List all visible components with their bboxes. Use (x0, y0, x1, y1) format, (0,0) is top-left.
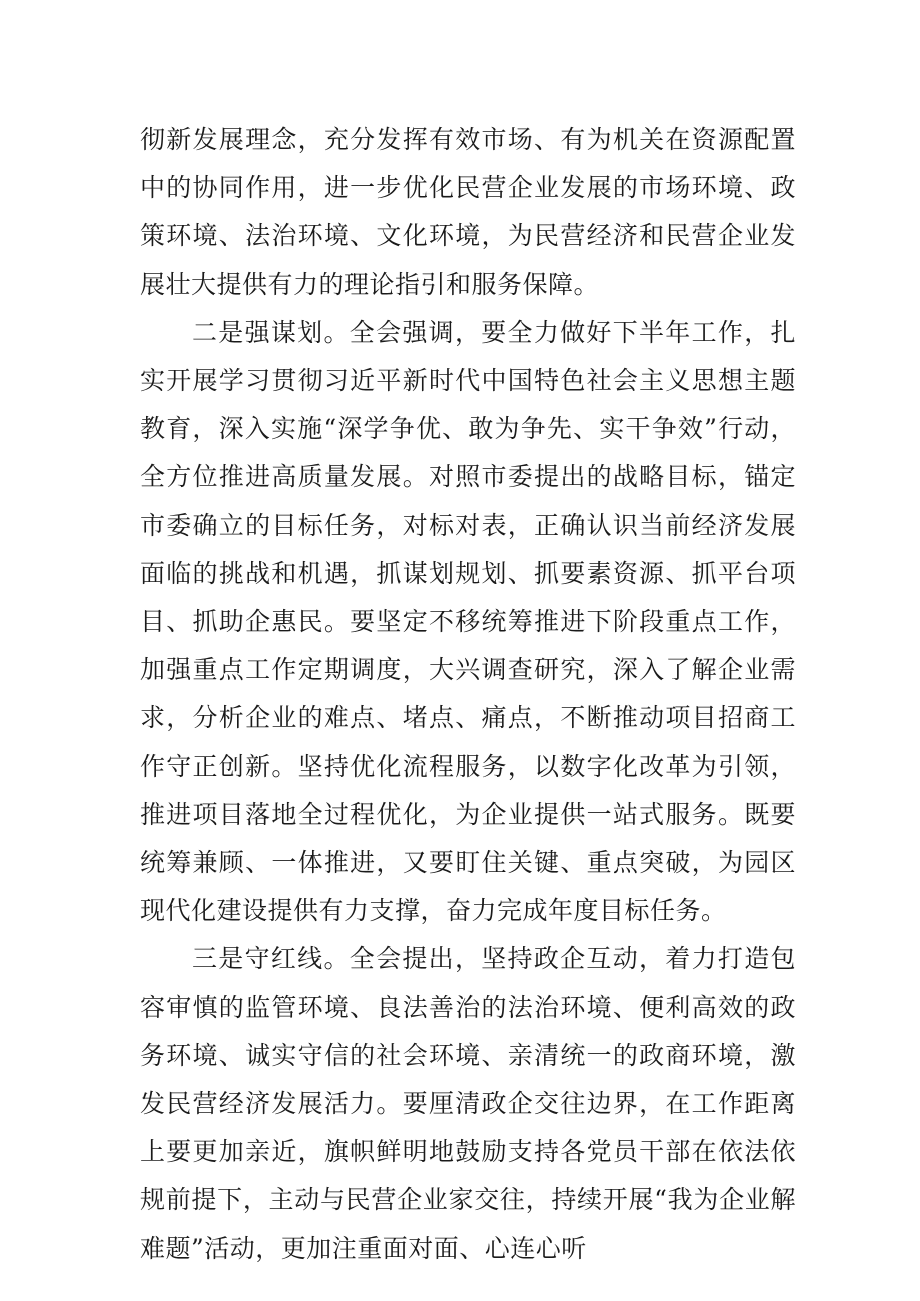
paragraph-2: 二是强谋划。全会强调，要全力做好下半年工作，扎实开展学习贯彻习近平新时代中国特色社会主义思想主题教育，深入实施“深学争优、敢为争先、实干争效”行动，全方位推进高质量发展。对照市委提出的战略目标，锚定市委确立的目标任务，对标对表，正确认识当前经济发展面临的挑战和机遇，抓谋划规划、抓要素资源、抓平台项目、抓助企惠民。要坚定不移统筹推进下阶段重点工作，加强重点工作定期调度，大兴调查研究，深入了解企业需求，分析企业的难点、堵点、痛点，不断推动项目招商工作守正创新。坚持优化流程服务，以数字化改革为引领，推进项目落地全过程优化，为企业提供一站式服务。既要统筹兼顾、一体推进，又要盯住关键、重点突破，为园区现代化建设提供有力支撑，奋力完成年度目标任务。 (140, 317, 796, 926)
paragraph-1: 彻新发展理念，充分发挥有效市场、有为机关在资源配置中的协同作用，进一步优化民营企业发展的市场环境、政策环境、法治环境、文化环境，为民营经济和民营企业发展壮大提供有力的理论指引和服务保障。 (140, 125, 796, 299)
paragraph-3: 三是守红线。全会提出，坚持政企互动，着力打造包容审慎的监管环境、良法善治的法治环境、便利高效的政务环境、诚实守信的社会环境、亲清统一的政商环境，激发民营经济发展活力。要厘清政企交往边界，在工作距离上要更加亲近，旗帜鲜明地鼓励支持各党员干部在依法依规前提下，主动与民营企业家交往，持续开展“我为企业解难题”活动，更加注重面对面、心连心听 (140, 944, 796, 1263)
document-body (140, 116, 796, 1273)
